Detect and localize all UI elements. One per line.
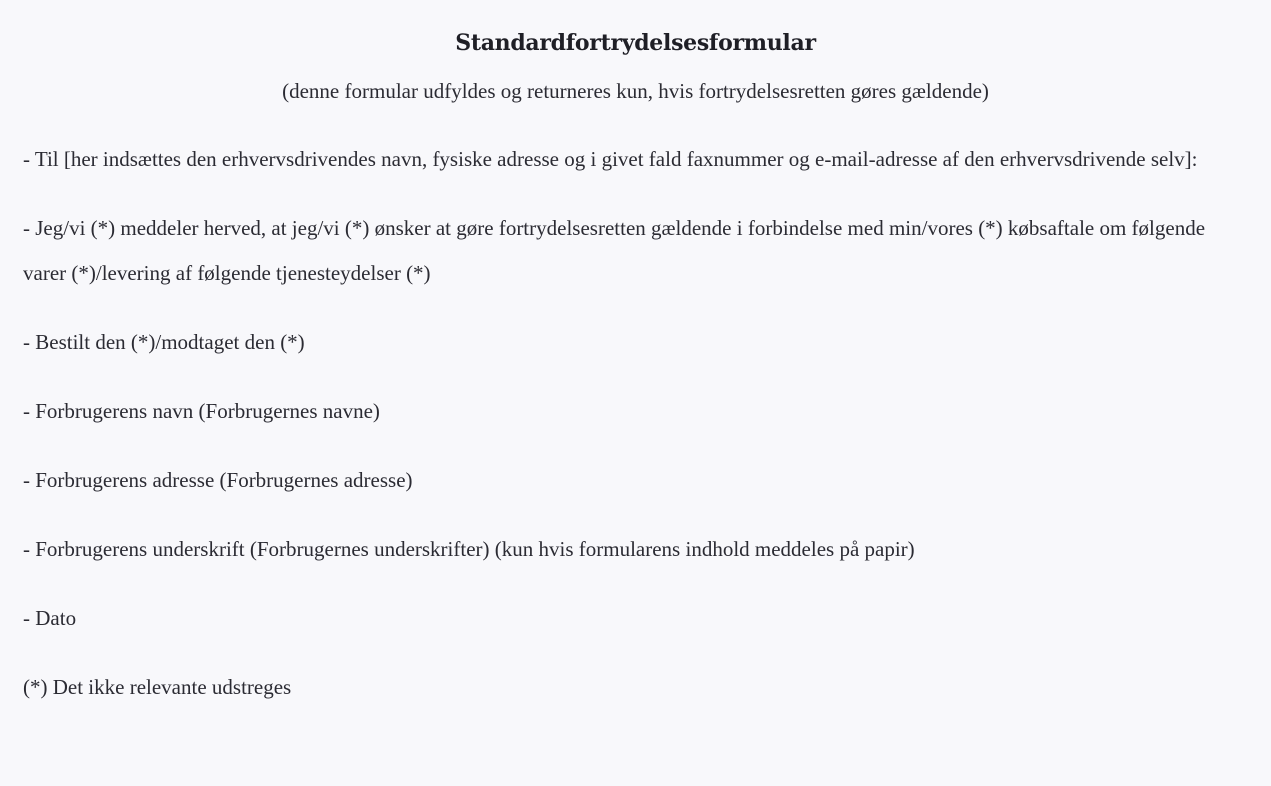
date-paragraph: - Dato [23, 606, 77, 630]
page-title: Standardfortrydelsesformular [455, 30, 816, 56]
consumer-signature-paragraph: - Forbrugerens underskrift (Forbrugernes underskrifter) (kun hvis formularens indhold meddeles på papir) [23, 537, 915, 561]
consumer-address-paragraph: - Forbrugerens adresse (Forbrugernes adresse) [23, 468, 413, 492]
consumer-name-paragraph: - Forbrugerens navn (Forbrugernes navne) [23, 399, 380, 423]
footnote-paragraph: (*) Det ikke relevante udstreges [23, 675, 292, 699]
recipient-paragraph: - Til [her indsættes den erhvervsdrivendes navn, fysiske adresse og i givet fald faxnummer og e-mail-adresse af den erhvervsdrivende selv]: [23, 147, 1198, 171]
withdrawal-statement-paragraph: - Jeg/vi (*) meddeler herved, at jeg/vi (*) ønsker at gøre fortrydelsesretten gældende i forbindelse med min/vores (*) købsaftale om følgende varer (*)/levering af følgende tjenesteydelser (*) [23, 216, 1206, 285]
order-date-paragraph: - Bestilt den (*)/modtaget den (*) [23, 330, 305, 354]
page-subtitle: (denne formular udfyldes og returneres kun, hvis fortrydelsesretten gøres gældende) [282, 79, 989, 103]
